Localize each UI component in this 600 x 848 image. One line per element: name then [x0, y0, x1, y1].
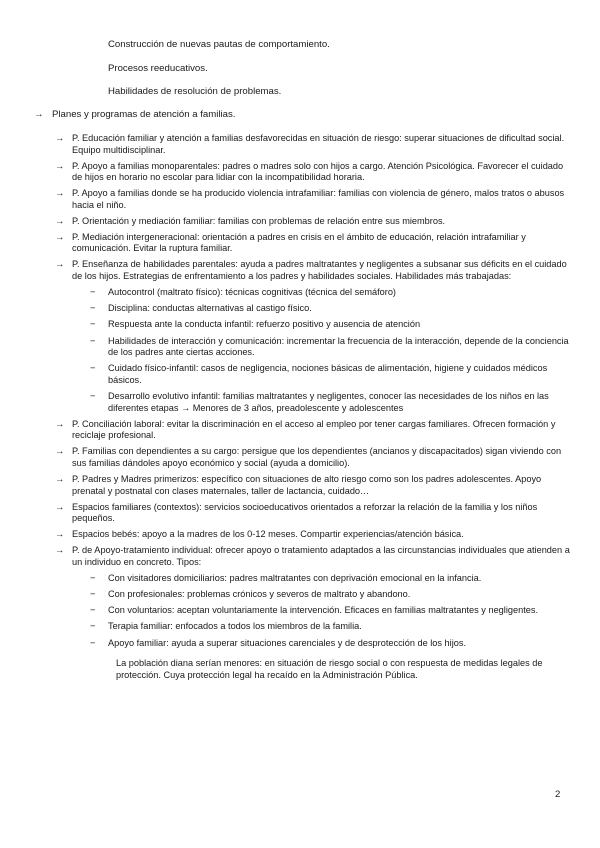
- list-item-text: P. Conciliación laboral: evitar la discriminación en el acceso al empleo por tener cargas familiares. Ofrecen formación y reciclaje profesional.: [72, 418, 556, 441]
- arrow-icon: →: [55, 418, 65, 429]
- arrow-icon: →: [34, 109, 44, 120]
- dash-bullet-icon: −: [90, 319, 96, 330]
- list-item: [55, 231, 572, 255]
- sub-list-item: [90, 605, 572, 617]
- dash-bullet-icon: −: [90, 286, 96, 297]
- sub-list-item: [90, 363, 572, 386]
- sub-list-item-text: Con visitadores domiciliarios: padres maltratantes con deprivación emocional en la infancia.: [108, 572, 482, 583]
- dash-bullet-icon: −: [90, 363, 96, 374]
- list-item-text: Espacios bebés: apoyo a la madres de los 0-12 meses. Compartir experiencias/atención básica.: [72, 529, 464, 540]
- sub-list-item: [90, 286, 572, 299]
- arrow-icon: →: [55, 133, 65, 143]
- list-item-text: P. Enseñanza de habilidades parentales: ayuda a padres maltratantes y negligentes a subsanar sus déficits en el cuidado de los hijos. Estrategias de enfrentamiento a los padres y habilidades sociales. Habilidades más trabajadas:: [72, 259, 567, 281]
- arrow-icon: →: [55, 188, 65, 199]
- list-item: [55, 133, 572, 156]
- arrow-icon: →: [55, 529, 65, 540]
- dash-bullet-icon: −: [90, 391, 96, 402]
- list-item: [55, 418, 572, 442]
- sub-list-item-text: Respuesta ante la conducta infantil: refuerzo positivo y ausencia de atención: [108, 319, 421, 330]
- section-heading-text: Planes y programas de atención a familias.: [52, 109, 236, 120]
- sub-list-item-text: Autocontrol (maltrato físico): técnicas cognitivas (técnica del semáforo): [108, 286, 396, 297]
- sub-list-item-text: Cuidado físico-infantil: casos de negligencia, nociones básicas de alimentación, higiene y cuidados médicos básicos.: [108, 363, 548, 385]
- list-item: [55, 474, 572, 497]
- list-item-text: P. Apoyo a familias donde se ha producido violencia intrafamiliar: familias con violencia de género, malos tratos o abusos hacia el niño.: [72, 188, 565, 210]
- list-item-text: P. de Apoyo-tratamiento individual: ofrecer apoyo o tratamiento adaptados a las circunstancias individuales que atienden a un individuo en concreto. Tipos:: [72, 545, 570, 567]
- dash-bullet-icon: −: [90, 589, 96, 600]
- arrow-icon: →: [55, 215, 65, 226]
- dash-bullet-icon: −: [90, 621, 96, 632]
- page-number: 2: [555, 789, 561, 800]
- dash-bullet-icon: −: [90, 572, 96, 583]
- arrow-icon: →: [55, 474, 65, 485]
- arrow-icon: →: [55, 446, 65, 457]
- sub-list: [90, 286, 572, 414]
- list-item: [55, 545, 572, 681]
- sub-list-item: [90, 637, 572, 650]
- sub-list-item: [90, 303, 572, 315]
- text-line: Habilidades de resolución de problemas.: [108, 86, 282, 97]
- sub-list-item: [90, 589, 572, 601]
- list-item-text: P. Familias con dependientes a su cargo: persigue que los dependientes (ancianos y discapacitados) sigan viviendo con sus familias dándoles apoyo económico y social (ayuda a domicilio).: [72, 446, 562, 469]
- program-list: [55, 133, 572, 686]
- dash-bullet-icon: −: [90, 335, 96, 346]
- dash-bullet-icon: −: [90, 303, 96, 314]
- list-item: [55, 529, 572, 541]
- arrow-icon: →: [55, 545, 65, 556]
- sub-list-item: [90, 572, 572, 585]
- note-paragraph: La población diana serían menores: en situación de riesgo social o con respuesta de medidas legales de protección. Cuya protección legal ha recaído en la Administración Pública.: [116, 658, 543, 680]
- list-item-text: P. Orientación y mediación familiar: familias con problemas de relación entre sus miembros.: [72, 215, 446, 226]
- list-item: [55, 188, 572, 211]
- text-line: Construcción de nuevas pautas de comportamiento.: [108, 39, 330, 50]
- list-item: [55, 215, 572, 228]
- sub-list-item-text: Desarrollo evolutivo infantil: familias maltratantes y negligentes, conocer las necesidades de los niños en las diferentes etapas → Menores de 3 años, preadolescente y adolescentes: [108, 391, 549, 413]
- arrow-icon: →: [55, 160, 65, 171]
- list-item-text: P. Apoyo a familias monoparentales: padres o madres solo con hijos a cargo. Atención Psicológica. Favorecer el cuidado de hijos en horario no escolar para lidiar con la incompatibilidad horaria.: [72, 160, 564, 183]
- sub-list: [90, 572, 572, 649]
- list-item: [55, 160, 572, 184]
- sub-list-item-text: Con voluntarios: aceptan voluntariamente la intervención. Eficaces en familias maltratantes y negligentes.: [108, 605, 539, 616]
- list-item: [55, 446, 572, 469]
- sub-list-item: [90, 621, 572, 633]
- dash-bullet-icon: −: [90, 605, 96, 616]
- sub-list-item-text: Con profesionales: problemas crónicos y severos de maltrato y abandono.: [108, 589, 411, 600]
- sub-list-item: [90, 391, 572, 414]
- sub-list-item-text: Disciplina: conductas alternativas al castigo físico.: [108, 303, 312, 314]
- list-item: [55, 259, 572, 414]
- list-item-text: P. Educación familiar y atención a familias desfavorecidas en situación de riesgo: superar situaciones de dificultad social. Equipo multidisciplinar.: [72, 133, 565, 155]
- sub-list-item: [90, 335, 572, 359]
- section-heading: [34, 109, 235, 121]
- list-item-text: P. Mediación intergeneracional: orientación a padres en crisis en el ámbito de educación, relación intrafamiliar y comunicación. Evitar la ruptura familiar.: [72, 231, 526, 254]
- text-line: Procesos reeducativos.: [108, 63, 208, 74]
- sub-list-item-text: Terapia familiar: enfocados a todos los miembros de la familia.: [108, 621, 362, 632]
- list-item-text: P. Padres y Madres primerizos: específico con situaciones de alto riesgo como son los padres adolescentes. Apoyo prenatal y postnatal con clases maternales, taller de lactancia, cuidado…: [72, 474, 542, 496]
- list-item-text: Espacios familiares (contextos): servicios socioeducativos orientados a reforzar la relación de la familia y los niños pequeños.: [72, 501, 538, 524]
- sub-list-item: [90, 319, 572, 331]
- dash-bullet-icon: −: [90, 637, 96, 648]
- arrow-icon: →: [55, 259, 65, 270]
- sub-list-item-text: Habilidades de interacción y comunicación: incrementar la frecuencia de la interacción, depende de la conciencia de los padres ante ciertas acciones.: [108, 335, 569, 358]
- arrow-icon: →: [55, 231, 65, 242]
- arrow-icon: →: [55, 501, 65, 512]
- sub-list-item-text: Apoyo familiar: ayuda a superar situaciones carenciales y de desprotección de los hijos.: [108, 637, 466, 648]
- list-item: [55, 501, 572, 525]
